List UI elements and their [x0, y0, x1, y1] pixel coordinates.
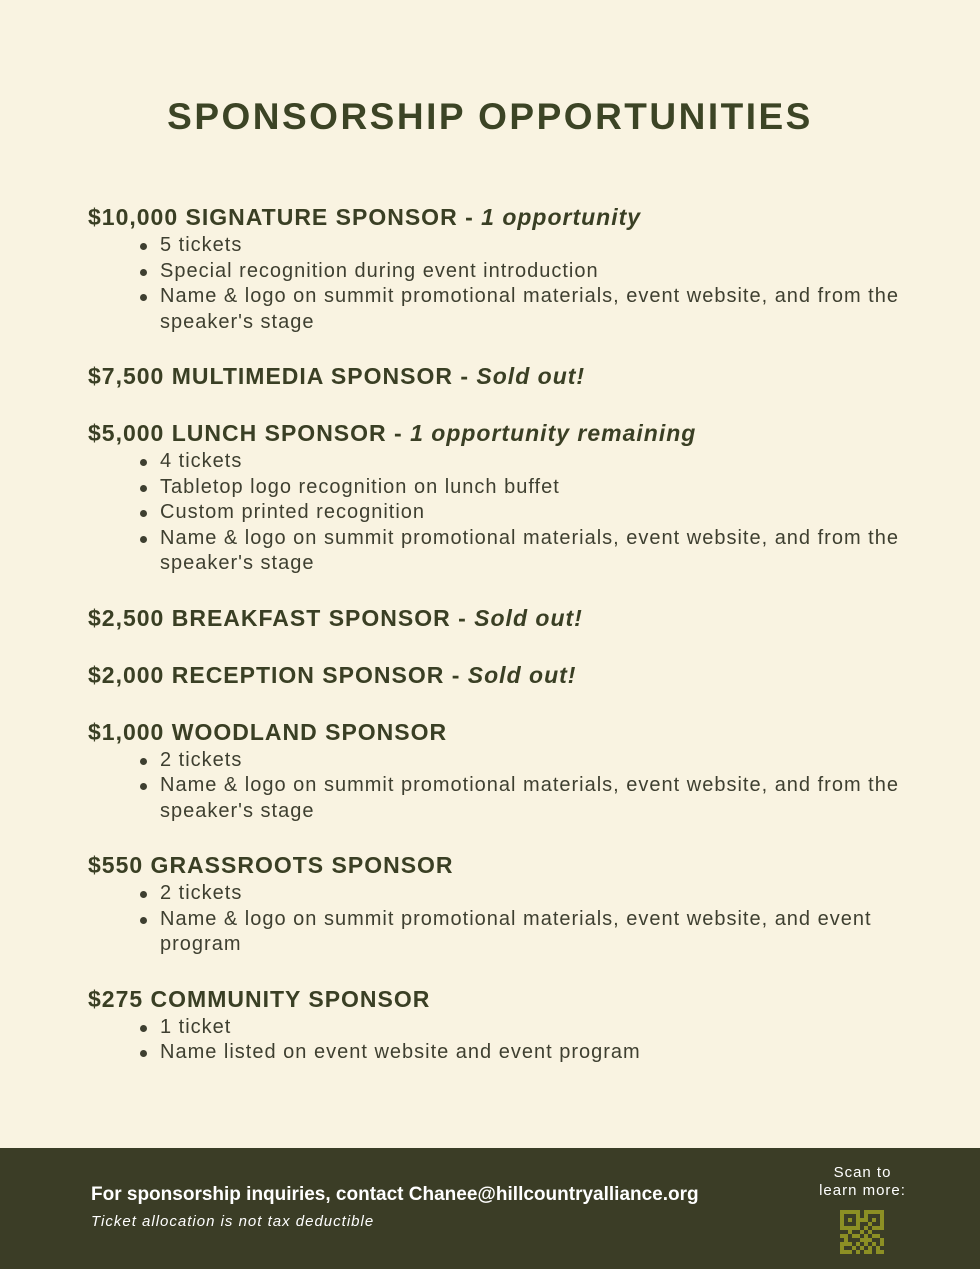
- tax-disclaimer: Ticket allocation is not tax deductible: [91, 1213, 375, 1230]
- scan-line-1: Scan to: [833, 1164, 892, 1181]
- benefit-item: 1 ticket: [140, 1015, 938, 1041]
- benefit-item: Name listed on event website and event program: [140, 1040, 938, 1066]
- sponsor-tier: [88, 602, 938, 634]
- benefit-item: Name & logo on summit promotional materials, event website, and from the speaker's stage: [140, 773, 938, 824]
- benefit-list: [88, 881, 938, 958]
- footer: [0, 1148, 980, 1269]
- benefit-list: [88, 449, 938, 577]
- tier-heading: [88, 849, 938, 881]
- benefit-item: 2 tickets: [140, 881, 938, 907]
- scan-prompt: [805, 1164, 920, 1200]
- tier-heading: [88, 983, 938, 1015]
- sponsor-tier: [88, 659, 938, 691]
- benefit-item: Custom printed recognition: [140, 500, 938, 526]
- benefit-item: Name & logo on summit promotional materials, event website, and from the speaker's stage: [140, 284, 938, 335]
- sponsor-tier: [88, 716, 938, 825]
- tier-title: $5,000 LUNCH SPONSOR: [88, 420, 387, 446]
- benefit-list: [88, 748, 938, 825]
- sponsor-tier: [88, 201, 938, 335]
- tier-title: $1,000 WOODLAND SPONSOR: [88, 718, 448, 745]
- tier-title: $275 COMMUNITY SPONSOR: [88, 985, 431, 1012]
- benefit-item: 5 tickets: [140, 233, 938, 259]
- tier-availability: Sold out!: [467, 661, 577, 688]
- scan-line-2: learn more:: [819, 1182, 906, 1199]
- tier-heading: $10,000 SIGNATURE SPONSOR - 1 opportunity: [88, 204, 642, 230]
- qr-code-icon[interactable]: [840, 1210, 884, 1254]
- tier-availability: Sold out!: [474, 604, 583, 631]
- sponsorship-tiers: [88, 201, 938, 1091]
- sponsor-tier: [88, 849, 938, 958]
- tier-title: $2,500 BREAKFAST SPONSOR: [88, 604, 451, 631]
- tier-title: $2,000 RECEPTION SPONSOR: [88, 661, 445, 688]
- sponsor-tier: [88, 360, 938, 392]
- tier-availability: 1 opportunity remaining: [410, 420, 697, 446]
- tier-heading: [88, 716, 938, 748]
- benefit-item: Name & logo on summit promotional materials, event website, and event program: [140, 907, 938, 958]
- sponsorship-contact: For sponsorship inquiries, contact Chanee@hillcountryalliance.org: [91, 1184, 699, 1205]
- benefit-list: [88, 233, 938, 335]
- tier-heading: $2,500 BREAKFAST SPONSOR - Sold out!: [88, 604, 583, 631]
- tier-heading: $7,500 MULTIMEDIA SPONSOR - Sold out!: [88, 363, 586, 389]
- tier-title: $7,500 MULTIMEDIA SPONSOR: [88, 363, 453, 389]
- tier-heading: $5,000 LUNCH SPONSOR - 1 opportunity remaining: [88, 420, 697, 446]
- benefit-item: Special recognition during event introduction: [140, 259, 938, 285]
- benefit-item: Name & logo on summit promotional materials, event website, and from the speaker's stage: [140, 526, 938, 577]
- tier-availability: 1 opportunity: [481, 204, 642, 230]
- benefit-item: 4 tickets: [140, 449, 938, 475]
- tier-title: $10,000 SIGNATURE SPONSOR: [88, 204, 458, 230]
- benefit-item: 2 tickets: [140, 748, 938, 774]
- sponsor-tier: [88, 983, 938, 1066]
- page-title: SPONSORSHIP OPPORTUNITIES: [167, 96, 813, 137]
- benefit-item: Tabletop logo recognition on lunch buffet: [140, 475, 938, 501]
- tier-heading: $2,000 RECEPTION SPONSOR - Sold out!: [88, 661, 577, 688]
- tier-availability: Sold out!: [476, 363, 586, 389]
- tier-title: $550 GRASSROOTS SPONSOR: [88, 852, 454, 878]
- sponsor-tier: [88, 417, 938, 577]
- benefit-list: [88, 1015, 938, 1066]
